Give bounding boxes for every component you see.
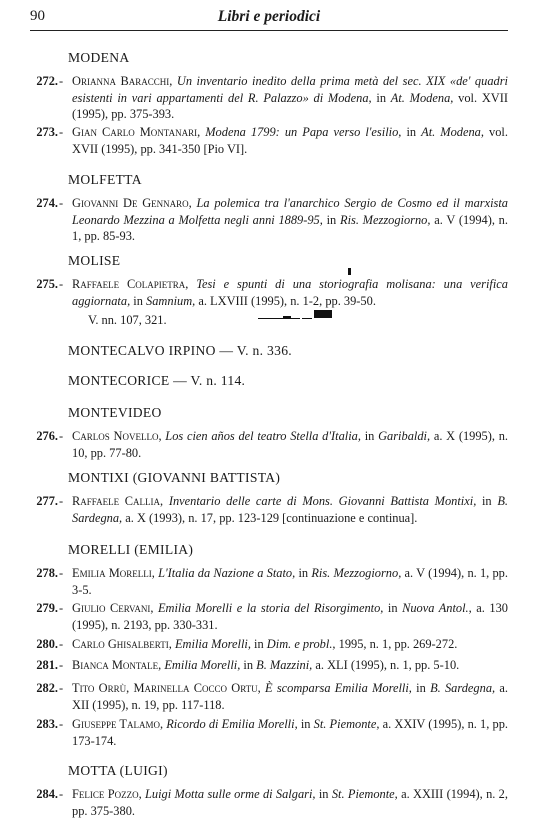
- entry-author: Bianca Montale,: [72, 658, 162, 672]
- bibliography-entry: [30, 716, 508, 749]
- entry-connector: in: [318, 787, 329, 801]
- entry-connector: in: [376, 90, 387, 105]
- entry-author: Raffaele Callia,: [72, 494, 164, 508]
- entry-author: Raffaele Colapietra,: [72, 277, 189, 291]
- entry-number: 276.: [36, 429, 58, 443]
- entry-details: a. 130 (1995), n. 2193, pp. 330-331.: [72, 601, 508, 632]
- bibliography-entry: [30, 493, 508, 526]
- entry-journal: At. Modena,: [390, 90, 454, 105]
- entry-title: Inventario delle carte di Mons. Giovanni Battista Montixi,: [168, 494, 477, 508]
- entry-connector: in: [364, 429, 375, 443]
- entry-details: a. XXIII (1994), n. 2, pp. 375-380.: [72, 787, 508, 818]
- entry-number: 284.: [36, 787, 58, 801]
- section-heading: MONTIXI (GIOVANNI BATTISTA): [68, 470, 281, 485]
- entry-author: Carlo Ghisalberti,: [72, 637, 172, 651]
- entry-connector: in: [406, 125, 417, 139]
- entry-dash: -: [59, 494, 64, 508]
- entry-number: 280.: [36, 637, 58, 651]
- entry-title: È scomparsa Emilia Morelli,: [265, 681, 412, 695]
- bibliography-entry: [30, 657, 508, 674]
- entry-dash: -: [59, 429, 64, 443]
- entry-journal: Ris. Mezzogiorno,: [340, 212, 431, 227]
- section-heading: MOLFETTA: [68, 172, 142, 187]
- page-header: [30, 8, 508, 30]
- entry-journal: Dim. e probl.,: [266, 637, 336, 651]
- section-heading: MONTECORICE — V. n. 114.: [68, 373, 246, 388]
- entry-journal: St. Piemonte,: [331, 787, 398, 801]
- section-heading: MORELLI (EMILIA): [68, 542, 194, 557]
- scan-mark: [314, 310, 332, 318]
- entry-dash: -: [59, 125, 64, 139]
- entry-title: Un inventario inedito della prima metà del sec. XIX «de' quadri esistenti in vari appartamenti del R. Palazzo» di Modena,: [72, 74, 508, 105]
- bibliography-entry: [30, 600, 508, 633]
- entry-number: 274.: [36, 196, 58, 210]
- entry-details: a. XXIV (1995), n. 1, pp. 173-174.: [72, 717, 508, 748]
- section-heading: MOLISE: [68, 253, 121, 268]
- entry-text: [72, 786, 508, 819]
- entry-journal: Garibaldi,: [378, 429, 431, 443]
- bibliography-entry: [30, 428, 508, 461]
- entry-author: Carlos Novello,: [72, 429, 162, 443]
- entry-title: Luigi Motta sulle orme di Salgari,: [145, 787, 316, 801]
- entry-journal: B. Sardegna,: [430, 681, 496, 695]
- entry-title: Ricordo di Emilia Morelli,: [166, 717, 298, 731]
- entry-text: [72, 428, 508, 461]
- entry-connector: in: [481, 494, 492, 508]
- entry-number: 279.: [36, 601, 58, 615]
- entry-journal: Nuova Antol.,: [402, 601, 472, 615]
- entry-details: a. XII (1995), n. 19, pp. 117-118.: [72, 681, 508, 712]
- entry-number: 272.: [36, 74, 58, 88]
- entry-title: Emilia Morelli,: [174, 637, 251, 651]
- entry-connector: in: [326, 212, 337, 227]
- running-head: Libri e periodici: [217, 8, 321, 25]
- entry-details: a. LXVIII (1995), n. 1-2, pp. 39-50.: [198, 293, 376, 308]
- entry-text: [72, 493, 508, 526]
- entry-details: a. X (1995), n. 10, pp. 77-80.: [72, 429, 509, 460]
- entry-dash: -: [59, 681, 64, 695]
- entry-details: a. XLI (1995), n. 1, pp. 5-10.: [315, 658, 460, 672]
- entry-number: 278.: [36, 566, 58, 580]
- scan-mark: [302, 318, 312, 319]
- entry-number: 281.: [36, 658, 58, 672]
- bibliography-entry: [30, 73, 508, 123]
- entry-text: [72, 195, 508, 245]
- section-heading: MODENA: [68, 50, 130, 65]
- entry-journal: St. Piemonte,: [313, 717, 380, 731]
- entry-title: Emilia Morelli e la storia del Risorgimento,: [157, 601, 384, 615]
- bibliography-entry: [30, 636, 508, 653]
- entry-title: Tesi e spunti di una storiografia molisana: una verifica aggiornata,: [72, 277, 508, 308]
- entry-author: Emilia Morelli,: [72, 566, 155, 580]
- entry-details: vol. XVII (1995), pp. 341-350 [Pio VI].: [72, 125, 508, 156]
- entry-text: [72, 657, 508, 674]
- entry-title: Emilia Morelli,: [164, 658, 241, 672]
- scan-mark: [283, 316, 291, 319]
- bibliography-entry: [30, 680, 508, 713]
- entry-details: vol. XVII (1995), pp. 375-393.: [72, 90, 508, 121]
- entry-author: Orianna Baracchi,: [72, 74, 173, 88]
- entry-text: [72, 124, 508, 157]
- entry-text: [72, 680, 508, 713]
- entry-title: Los cien años del teatro Stella d'Italia,: [165, 429, 361, 443]
- bibliography-entry: [30, 124, 508, 157]
- entry-title: L'Italia da Nazione a Stato,: [158, 566, 296, 580]
- entry-dash: -: [59, 277, 64, 291]
- section-heading: MONTEVIDEO: [68, 405, 162, 420]
- cross-reference: V. nn. 107, 321.: [88, 313, 167, 327]
- entry-text: [72, 73, 508, 123]
- page-number: 90: [30, 8, 45, 24]
- entry-connector: in: [387, 601, 398, 615]
- bibliography-entry: [30, 195, 508, 245]
- entry-dash: -: [59, 637, 64, 651]
- entry-dash: -: [59, 658, 64, 672]
- entry-connector: in: [243, 658, 254, 672]
- entry-author: Tito Orrù, Marinella Cocco Ortu,: [72, 681, 261, 695]
- entry-text: [72, 636, 508, 653]
- entry-dash: -: [59, 196, 64, 210]
- entry-author: Felice Pozzo,: [72, 787, 142, 801]
- scan-mark: [348, 268, 351, 275]
- section-heading: MOTTA (LUIGI): [68, 763, 168, 778]
- entry-number: 282.: [36, 681, 58, 695]
- entry-text: [72, 600, 508, 633]
- entry-text: [72, 276, 508, 309]
- entry-title: Modena 1799: un Papa verso l'esilio,: [205, 125, 402, 139]
- entry-dash: -: [59, 74, 64, 88]
- entry-connector: in: [298, 566, 309, 580]
- scan-mark: [258, 318, 300, 319]
- entry-dash: -: [59, 601, 64, 615]
- entry-number: 283.: [36, 717, 58, 731]
- entry-connector: in: [254, 637, 264, 651]
- entry-author: Giulio Cervani,: [72, 601, 154, 615]
- header-rule: [30, 30, 508, 31]
- entry-connector: in: [300, 717, 311, 731]
- entry-details: a. V (1994), n. 1, pp. 85-93.: [72, 212, 508, 243]
- entry-author: Gian Carlo Montanari,: [72, 125, 201, 139]
- entry-journal: B. Mazzini,: [256, 658, 313, 672]
- entry-text: [72, 565, 508, 598]
- entry-details: 1995, n. 1, pp. 269-272.: [338, 637, 458, 651]
- bibliography-entry: [30, 276, 508, 309]
- entry-author: Giuseppe Talamo,: [72, 717, 164, 731]
- entry-journal: B. Sardegna,: [72, 494, 508, 525]
- entry-number: 273.: [36, 125, 58, 139]
- entry-journal: Ris. Mezzogiorno,: [311, 566, 402, 580]
- entry-dash: -: [59, 566, 64, 580]
- section-heading: MONTECALVO IRPINO — V. n. 336.: [68, 343, 293, 358]
- entry-connector: in: [133, 293, 143, 308]
- entry-details: a. V (1994), n. 1, pp. 3-5.: [72, 566, 508, 597]
- entry-journal: Samnium,: [146, 293, 196, 308]
- entry-author: Giovanni De Gennaro,: [72, 196, 192, 210]
- entry-journal: At. Modena,: [421, 125, 484, 139]
- entry-number: 275.: [36, 277, 58, 291]
- entry-dash: -: [59, 717, 64, 731]
- entry-text: [72, 716, 508, 749]
- entry-number: 277.: [36, 494, 58, 508]
- entry-title: La polemica tra l'anarchico Sergio de Cosmo ed il marxista Leonardo Mezzina a Molfetta negli anni 1889-95,: [72, 196, 508, 227]
- bibliography-entry: [30, 565, 508, 598]
- entry-details: a. X (1993), n. 17, pp. 123-129 [continuazione e continua].: [125, 510, 418, 525]
- bibliography-entry: [30, 786, 508, 819]
- entry-dash: -: [59, 787, 64, 801]
- entry-connector: in: [416, 681, 426, 695]
